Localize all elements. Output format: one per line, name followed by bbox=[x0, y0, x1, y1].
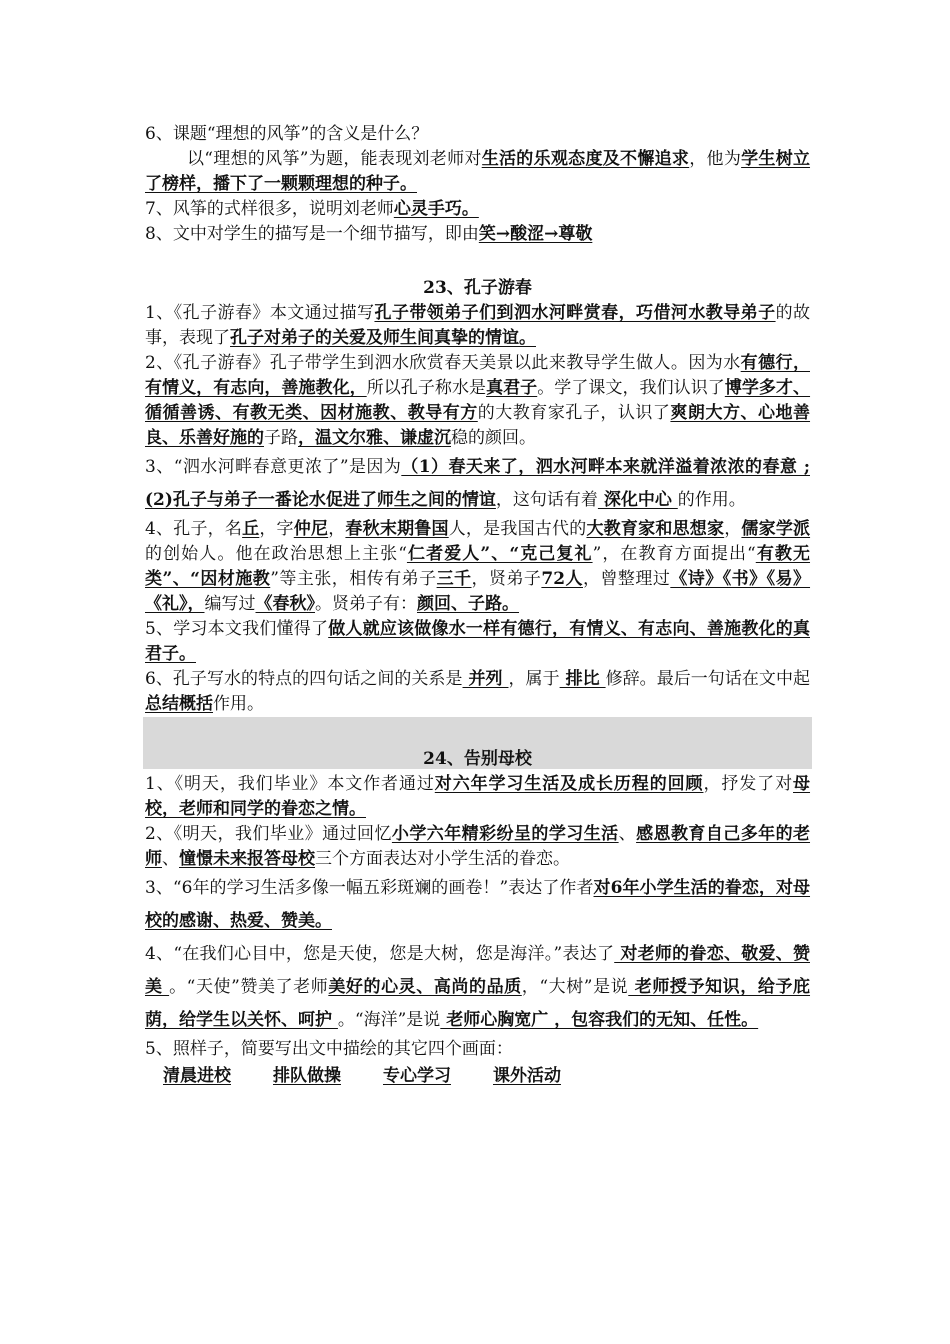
question-text: 稳的颜回。 bbox=[451, 428, 536, 448]
question-text: ，曾整理过 bbox=[582, 569, 671, 589]
answer-text: 对六年学习生活及成长历程的回顾 bbox=[434, 774, 704, 794]
answer-text: ，温文尔雅、谦虚沉 bbox=[298, 428, 451, 448]
lesson-24-question-5 bbox=[145, 1037, 810, 1062]
question-text: 4、孔子，名 bbox=[145, 519, 243, 539]
answer-text: 儒家学派 bbox=[741, 519, 811, 539]
question-text: 3、“6年的学习生活多像一幅五彩斑斓的画卷！”表达了作者 bbox=[145, 878, 594, 898]
question-text: 8、文中对学生的描写是一个细节描写，即由 bbox=[145, 224, 479, 244]
scene-list bbox=[145, 1062, 810, 1090]
question-text: 2、《明天，我们毕业》通过回忆 bbox=[145, 824, 392, 844]
answer-text: 心灵手巧。 bbox=[393, 199, 479, 219]
scene-item: 清晨进校 bbox=[163, 1066, 231, 1086]
answer-text: 老师授予知识，给予庇荫，给学生以关怀、呵护 bbox=[145, 977, 811, 1030]
question-text: 的故事，表现了 bbox=[145, 303, 811, 348]
question-text: 3、“泗水河畔春意更浓了”是因为 bbox=[145, 457, 402, 477]
question-text: ， bbox=[328, 519, 346, 539]
answer-text: 真君子 bbox=[486, 378, 538, 398]
answer-text: 对6年小学生活的眷恋，对母校的感谢、热爱、赞美。 bbox=[145, 878, 811, 931]
question-text: 的作用。 bbox=[677, 490, 746, 510]
answer-text: 老师心胸宽广 ，包容我们的无知、任性。 bbox=[440, 1010, 759, 1030]
answer-text: 小学六年精彩纷呈的学习生活 bbox=[391, 824, 619, 844]
question-text: ，他为 bbox=[689, 149, 742, 169]
question-text: 编写过 bbox=[204, 594, 256, 614]
answer-text: 生活的乐观态度及不懈追求 bbox=[481, 149, 690, 169]
question-item bbox=[145, 938, 810, 1037]
question-text: ”等主张，相传有弟子 bbox=[270, 569, 437, 589]
question-text: 。贤弟子有： bbox=[315, 594, 417, 614]
question-text: 1、《孔子游春》本文通过描写 bbox=[145, 303, 375, 323]
question-6-prev bbox=[145, 122, 810, 147]
scene-item: 排队做操 bbox=[273, 1066, 341, 1086]
question-text: 5、照样子，简要写出文中描绘的其它四个画面： bbox=[145, 1039, 513, 1059]
lesson-24-items-b bbox=[145, 872, 810, 1037]
question-text: 6、孔子写水的特点的四句话之间的关系是 bbox=[145, 669, 463, 689]
lesson-23-question-3 bbox=[145, 451, 810, 517]
lesson-23-items bbox=[145, 301, 810, 451]
answer-text: 孔子带领弟子们到泗水河畔赏春，巧借河水教导弟子 bbox=[374, 303, 776, 323]
question-text: 子路 bbox=[264, 428, 298, 448]
question-text: 1、《明天，我们毕业》本文作者通过 bbox=[145, 774, 435, 794]
question-text: ，这句话有着 bbox=[495, 490, 598, 510]
question-7-prev bbox=[145, 197, 810, 222]
lesson-24-items-a bbox=[145, 772, 810, 872]
answer-text: 72人 bbox=[541, 569, 583, 589]
answer-text: 总结概括 bbox=[145, 694, 213, 714]
answer-text: 仲尼 bbox=[293, 519, 329, 539]
question-text: ，属于 bbox=[508, 669, 560, 689]
lesson-23-title: 23、孔子游春 bbox=[423, 278, 532, 298]
question-text: 的大教育家孔子，认识了 bbox=[477, 403, 671, 423]
answer-text: 《诗》《书》《易》《礼》， bbox=[145, 569, 811, 614]
answer-text: 孔子对弟子的关爱及师生间真挚的情谊。 bbox=[230, 328, 536, 348]
lesson-23-items-b bbox=[145, 517, 810, 717]
answer-text: 美好的心灵、高尚的品质 bbox=[328, 977, 522, 997]
answer-text: 仁者爱人”、“克己复礼 bbox=[406, 544, 593, 564]
question-text: 7、风筝的式样很多，说明刘老师 bbox=[145, 199, 394, 219]
question-text: ，抒发了对 bbox=[703, 774, 794, 794]
answer-text: 三千 bbox=[436, 569, 472, 589]
question-text: 以“理想的风筝”为题，能表现刘老师对 bbox=[187, 149, 482, 169]
answer-text: 憧憬未来报答母校 bbox=[179, 849, 315, 869]
answer-text: 并列 bbox=[462, 669, 509, 689]
question-item bbox=[145, 617, 810, 667]
answer-text: 有教无类”、“因材施教 bbox=[145, 544, 811, 589]
answer-text: 博学多才、循循善诱、有教无类、因材施教、教导有方 bbox=[145, 378, 811, 423]
scene-item: 课外活动 bbox=[493, 1066, 561, 1086]
question-text: 4、“在我们心目中，您是天使，您是大树，您是海洋。”表达了 bbox=[145, 944, 615, 964]
question-text: 修辞。最后一句话在文中起 bbox=[605, 669, 810, 689]
answer-text: 排比 bbox=[559, 669, 606, 689]
answer-text: 学生树立了榜样，播下了一颗颗理想的种子。 bbox=[145, 149, 811, 194]
answer-text: 对老师的眷恋、敬爱、赞美 bbox=[145, 944, 810, 997]
answer-text: （1）春天来了，泗水河畔本来就洋溢着浓浓的春意 ;(2)孔子与弟子一番论水促进了师生之间的情谊 bbox=[145, 457, 810, 510]
question-item bbox=[145, 351, 810, 451]
answer-text: 做人就应该做像水一样有德行，有情义、有志向、善施教化的真君子。 bbox=[145, 619, 810, 664]
question-text: ”，在教育方面提出“ bbox=[592, 544, 756, 564]
question-text: 5、学习本文我们懂得了 bbox=[145, 619, 329, 639]
question-text: 作用。 bbox=[213, 694, 264, 714]
question-item bbox=[145, 667, 810, 717]
question-text: ， bbox=[724, 519, 742, 539]
answer-text: 颜回、子路。 bbox=[417, 594, 519, 614]
question-8-prev bbox=[145, 222, 810, 247]
scene-item: 专心学习 bbox=[383, 1066, 451, 1086]
answer-text: 有德行，有情义，有志向，善施教化， bbox=[145, 353, 810, 398]
answer-text: 《春秋》 bbox=[255, 594, 315, 614]
question-text: 。“天使”赞美了老师 bbox=[169, 977, 329, 997]
question-item bbox=[145, 772, 810, 822]
question-text: 。学了课文，我们认识了 bbox=[537, 378, 725, 398]
question-text: 的创始人。他在政治思想上主张“ bbox=[145, 544, 407, 564]
question-item bbox=[145, 517, 810, 617]
answer-6-prev bbox=[145, 147, 810, 197]
answer-text: 丘 bbox=[242, 519, 260, 539]
question-item bbox=[145, 822, 810, 872]
document-body bbox=[145, 122, 810, 1090]
question-text: 三个方面表达对小学生活的眷恋。 bbox=[315, 849, 570, 869]
answer-text: 感恩教育自己多年的老师 bbox=[145, 824, 811, 869]
question-text: 所以孔子称水是 bbox=[366, 378, 487, 398]
question-text: ，“大树”是说 bbox=[521, 977, 629, 997]
question-item bbox=[145, 872, 810, 938]
question-text: 6、课题“理想的风筝”的含义是什么？ bbox=[145, 124, 429, 144]
question-text: 2、《孔子游春》孔子带学生到泗水欣赏春天美景以此来教导学生做人。因为水 bbox=[145, 353, 741, 373]
question-text: ，贤弟子 bbox=[471, 569, 542, 589]
answer-text: 母校，老师和同学的眷恋之情。 bbox=[145, 774, 811, 819]
answer-text: 爽朗大方、心地善良、乐善好施的 bbox=[145, 403, 811, 448]
lesson-24-title: 24、告别母校 bbox=[423, 749, 532, 769]
question-text: ，字 bbox=[259, 519, 294, 539]
question-text: 、 bbox=[618, 824, 637, 844]
answer-text: 深化中心 bbox=[597, 490, 678, 510]
question-text: 人，是我国古代的 bbox=[448, 519, 587, 539]
answer-text: 春秋末期鲁国 bbox=[345, 519, 449, 539]
question-text: 、 bbox=[162, 849, 179, 869]
question-text: 。“海洋”是说 bbox=[337, 1010, 441, 1030]
question-item bbox=[145, 301, 810, 351]
answer-text: 大教育家和思想家 bbox=[586, 519, 725, 539]
answer-text: 笑→酸涩→尊敬 bbox=[478, 224, 593, 244]
